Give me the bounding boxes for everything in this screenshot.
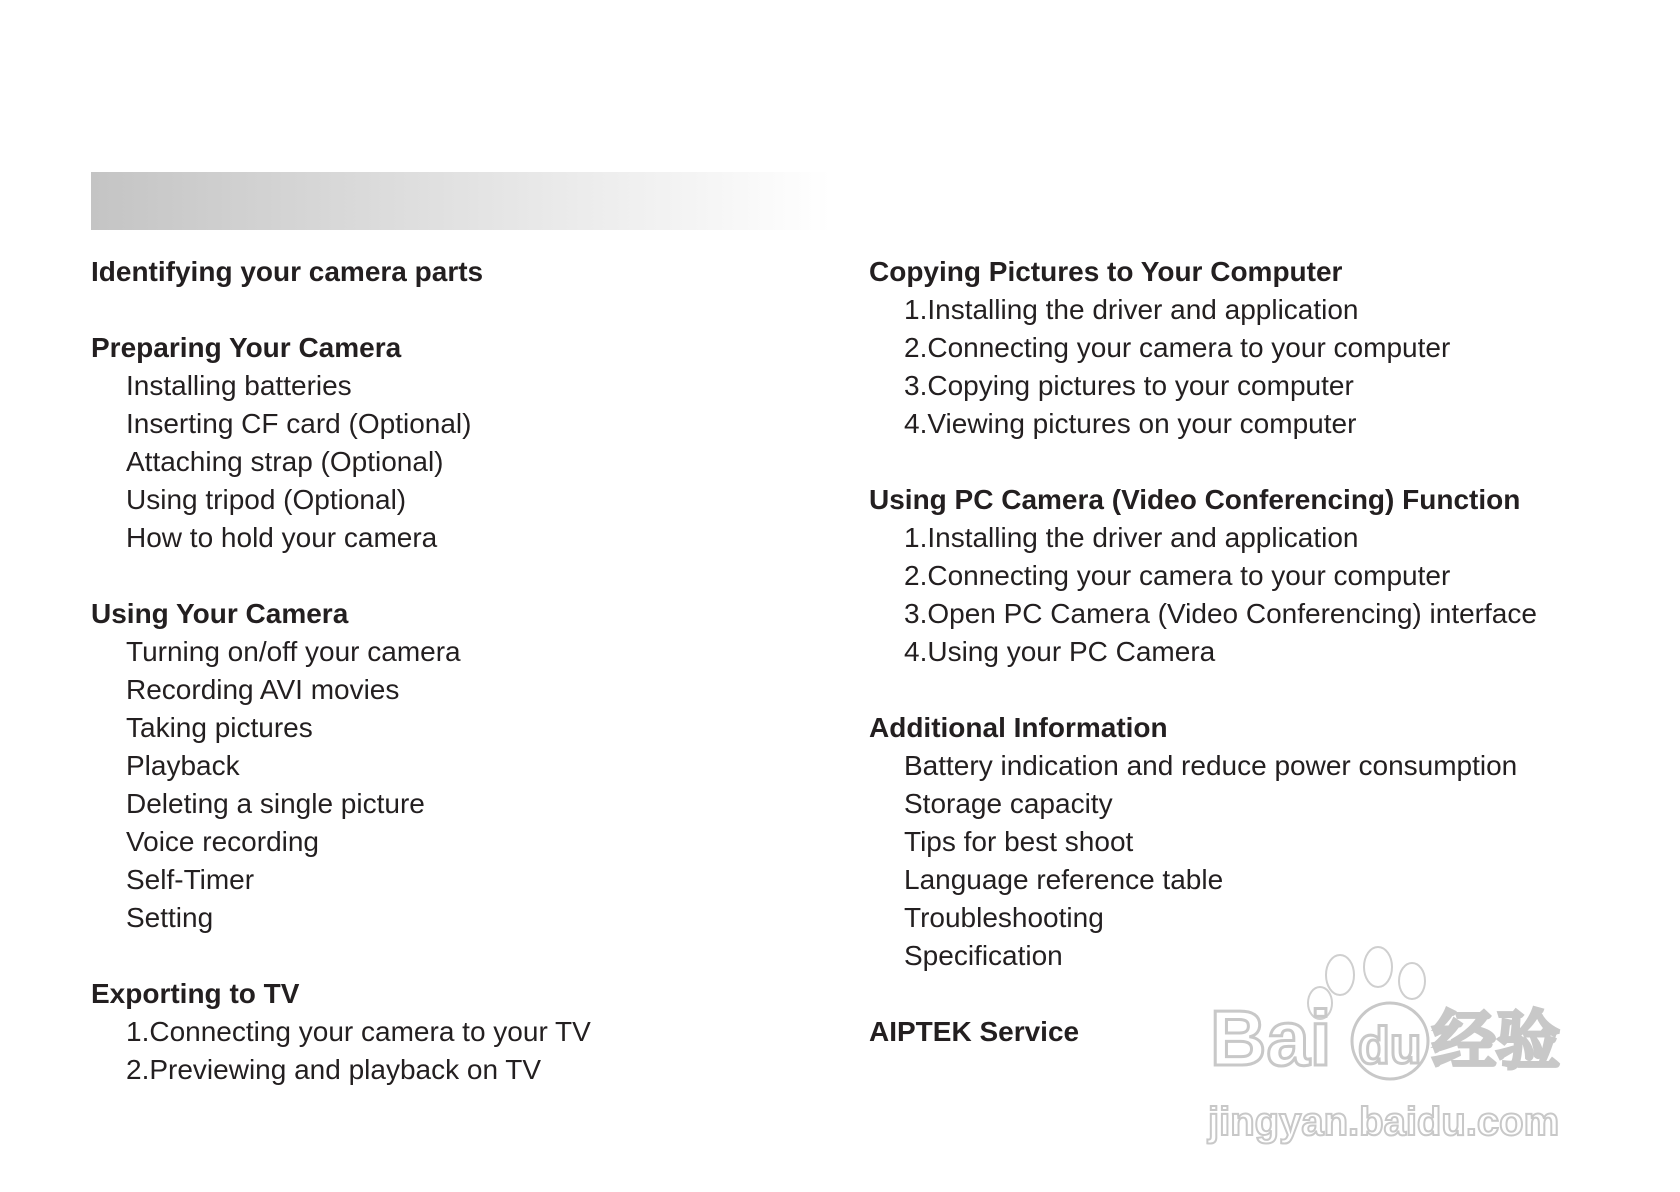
toc-item: 2.Connecting your camera to your computer bbox=[904, 332, 1451, 363]
toc-section bbox=[91, 975, 851, 1089]
toc-item: Specification bbox=[904, 940, 1063, 971]
toc-section bbox=[869, 253, 1669, 443]
toc-item-list bbox=[869, 519, 1669, 671]
toc-left-column bbox=[91, 253, 851, 1127]
toc-item: 2.Connecting your camera to your computer bbox=[904, 560, 1451, 591]
toc-item: How to hold your camera bbox=[126, 522, 438, 553]
toc-item-list bbox=[91, 633, 851, 937]
toc-item: Deleting a single picture bbox=[126, 788, 425, 819]
toc-item: Using tripod (Optional) bbox=[126, 484, 407, 515]
toc-item: 3.Copying pictures to your computer bbox=[904, 370, 1354, 401]
toc-item: Attaching strap (Optional) bbox=[126, 446, 444, 477]
toc-section-heading: Identifying your camera parts bbox=[91, 256, 484, 287]
toc-item-list bbox=[91, 1013, 851, 1089]
toc-section-heading: Exporting to TV bbox=[91, 978, 300, 1009]
toc-item-list bbox=[869, 291, 1669, 443]
toc-section bbox=[91, 595, 851, 937]
toc-item: Turning on/off your camera bbox=[126, 636, 461, 667]
toc-section bbox=[869, 709, 1669, 975]
toc-section-heading: Using Your Camera bbox=[91, 598, 349, 629]
baidu-watermark-logo bbox=[1200, 945, 1600, 1145]
toc-item: 4.Viewing pictures on your computer bbox=[904, 408, 1357, 439]
toc-item: Tips for best shoot bbox=[904, 826, 1134, 857]
toc-section-heading: AIPTEK Service bbox=[869, 1016, 1080, 1047]
toc-item: Setting bbox=[126, 902, 214, 933]
contents-header-bar bbox=[91, 172, 831, 230]
toc-item: Playback bbox=[126, 750, 240, 781]
toc-item: 2.Previewing and playback on TV bbox=[126, 1054, 542, 1085]
toc-section-heading: Using PC Camera (Video Conferencing) Function bbox=[869, 484, 1521, 515]
toc-item: Taking pictures bbox=[126, 712, 313, 743]
svg-text:经验: 经验 bbox=[1432, 1005, 1560, 1077]
toc-item: Troubleshooting bbox=[904, 902, 1104, 933]
toc-section-heading: Copying Pictures to Your Computer bbox=[869, 256, 1343, 287]
svg-text:Bai: Bai bbox=[1210, 994, 1332, 1082]
toc-section-heading: Additional Information bbox=[869, 712, 1168, 743]
toc-item: 4.Using your PC Camera bbox=[904, 636, 1216, 667]
toc-item: 1.Connecting your camera to your TV bbox=[126, 1016, 591, 1047]
toc-item: Language reference table bbox=[904, 864, 1224, 895]
toc-item: 1.Installing the driver and application bbox=[904, 294, 1359, 325]
toc-section bbox=[91, 253, 851, 291]
toc-item: 3.Open PC Camera (Video Conferencing) interface bbox=[904, 598, 1537, 629]
toc-item: Battery indication and reduce power consumption bbox=[904, 750, 1518, 781]
toc-section-heading: Preparing Your Camera bbox=[91, 332, 402, 363]
toc-item-list bbox=[91, 367, 851, 557]
svg-text:du: du bbox=[1358, 1017, 1422, 1075]
svg-text:jingyan.baidu.com: jingyan.baidu.com bbox=[1208, 1100, 1560, 1144]
toc-item-list bbox=[869, 747, 1669, 975]
toc-item: Inserting CF card (Optional) bbox=[126, 408, 472, 439]
toc-item: Self-Timer bbox=[126, 864, 255, 895]
toc-section bbox=[91, 329, 851, 557]
toc-item: Storage capacity bbox=[904, 788, 1113, 819]
toc-item: 1.Installing the driver and application bbox=[904, 522, 1359, 553]
toc-section bbox=[869, 481, 1669, 671]
toc-item: Installing batteries bbox=[126, 370, 352, 401]
toc-item: Recording AVI movies bbox=[126, 674, 400, 705]
toc-item: Voice recording bbox=[126, 826, 320, 857]
